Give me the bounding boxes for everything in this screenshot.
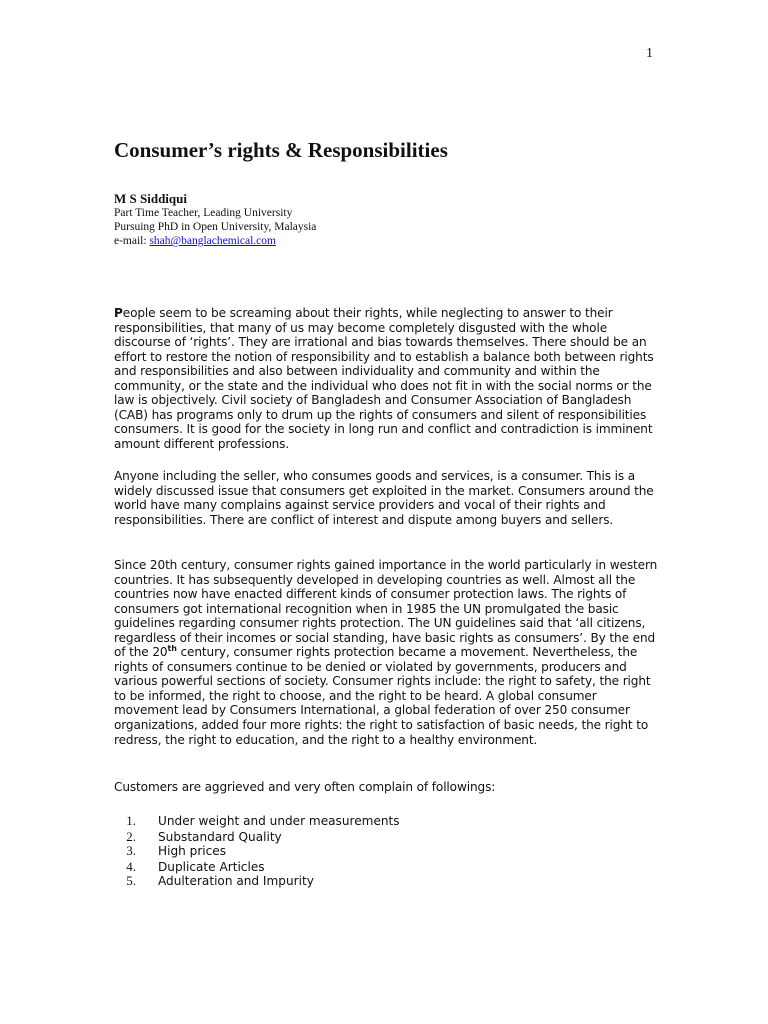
dropcap-letter: P <box>114 306 123 320</box>
list-item-text: Substandard Quality <box>158 830 282 844</box>
document-title: Consumer’s rights & Responsibilities <box>114 138 448 162</box>
paragraph-consumer-definition: Anyone including the seller, who consumes goods and services, is a consumer. This is a widely discussed issue that consumers get exploited in the market. Consumers around the world have many complains against service providers and vocal of their rights and responsibilities. There are conflict of interest and dispute among buyers and sellers. <box>114 469 654 527</box>
list-item <box>114 873 400 889</box>
author-name: M S Siddiqui <box>114 191 187 206</box>
paragraph-history-part2: century, consumer rights protection became a movement. Nevertheless, the rights of consumers continue to be denied or violated by governments, producers and various powerful sections of society. Consumer rights include: the right to safety, the right to be informed, the right to choose, and the right to be heard. A global consumer movement lead by Consumers International, a global federation of over 250 consumer organizations, added four more rights: the right to satisfaction of basic needs, the right to redress, the right to education, and the right to a healthy environment. <box>114 645 651 747</box>
page-number: 1 <box>646 46 653 61</box>
list-item <box>114 813 400 829</box>
paragraph-history <box>114 558 662 747</box>
paragraph-complaints-intro: Customers are aggrieved and very often complain of followings: <box>114 780 496 794</box>
list-item-text: Duplicate Articles <box>158 860 265 874</box>
list-item-text: Under weight and under measurements <box>158 814 400 828</box>
list-item <box>114 843 400 859</box>
email-label: e-mail: <box>114 235 150 247</box>
author-affiliation-2: Pursuing PhD in Open University, Malaysia <box>114 221 317 233</box>
list-item-number: 1. <box>126 813 136 828</box>
list-item-number: 3. <box>126 843 136 858</box>
list-item-number: 2. <box>126 829 136 844</box>
complaints-list <box>114 813 400 889</box>
paragraph-history-part1: Since 20th century, consumer rights gained importance in the world particularly in western countries. It has subsequently developed in developing countries as well. Almost all the countries now have enacted different kinds of consumer protection laws. The rights of consumers got international recognition when in 1985 the UN promulgated the basic guidelines regarding consumer rights protection. The UN guidelines said that ‘all citizens, regardless of their incomes or social standing, have basic rights as consumers’. By the end of the 20 <box>114 558 658 660</box>
author-affiliation-1: Part Time Teacher, Leading University <box>114 207 293 219</box>
ordinal-superscript: th <box>167 644 177 654</box>
list-item-text: High prices <box>158 844 227 858</box>
list-item-text: Adulteration and Impurity <box>158 874 314 888</box>
list-item-number: 5. <box>126 873 136 888</box>
email-link[interactable]: shah@banglachemical.com <box>149 235 276 247</box>
paragraph-intro <box>114 306 662 451</box>
author-email-line <box>114 235 276 247</box>
paragraph-intro-text: eople seem to be screaming about their rights, while neglecting to answer to their responsibilities, that many of us may become completely disgusted with the whole discourse of ‘rights’. They are irrational and bias towards themselves. There should be an effort to restore the notion of responsibility and to establish a balance both between rights and responsibilities and also between individuality and community and within the community, or the state and the individual who does not fit in with the social norms or the law is objectively. Civil society of Bangladesh and Consumer Association of Bangladesh (CAB) has programs only to drum up the rights of consumers and silent of responsibilities consumers. It is good for the society in long run and conflict and contradiction is imminent amount different professions. <box>114 306 654 451</box>
list-item-number: 4. <box>126 859 136 874</box>
